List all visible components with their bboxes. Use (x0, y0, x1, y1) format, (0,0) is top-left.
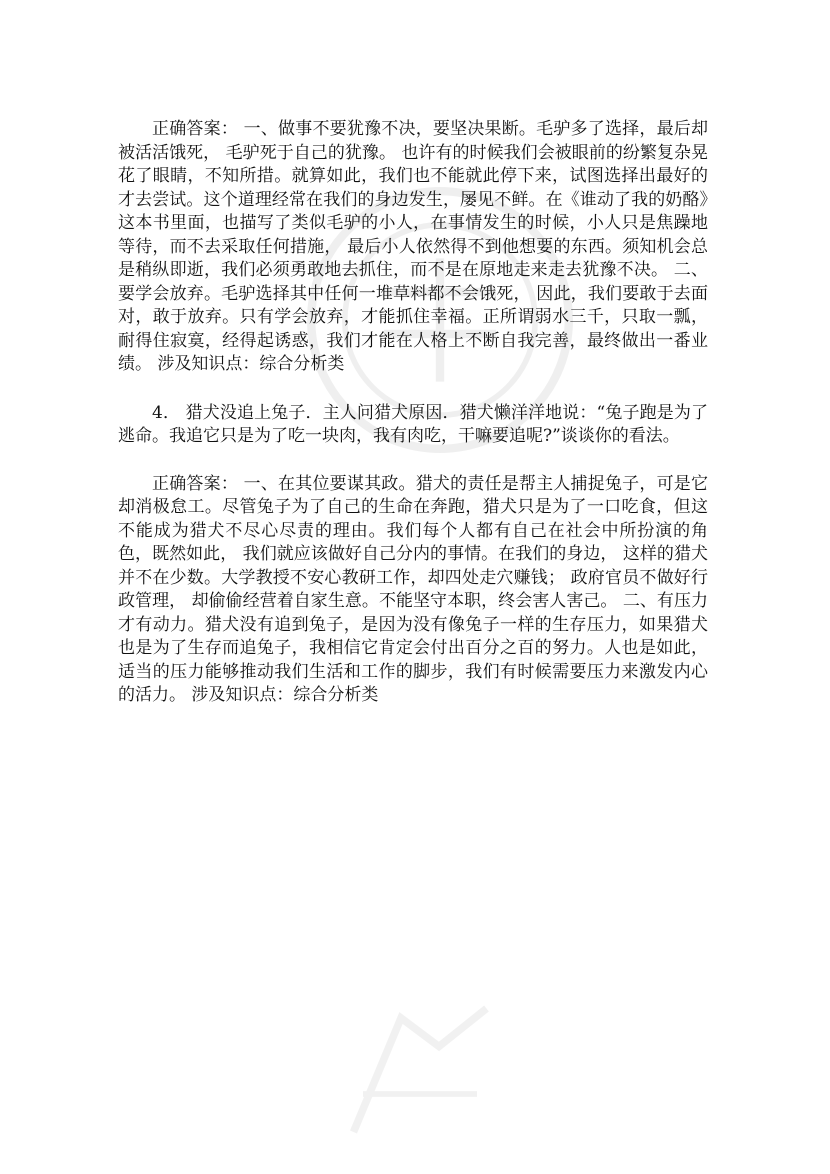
answer-paragraph: 正确答案： 一、在其位要谋其政。猎犬的责任是帮主人捕捉兔子，可是它却消极怠工。尽管兔子为了自己的生命在奔跑，猎犬只是为了一口吃食，但这不能成为猎犬不尽心尽责的理由。我们每个人都有自己在社会中所扮演的角色，既然如此， 我们就应该做好自己分内的事情。在我们的身边， 这样的猎犬并不在少数。大学教授不安心教研工作，却四处走穴赚钱； 政府官员不做好行政管理， 却偷偷经营着自家生意。不能坚守本职，终会害人害己。 二、有压力才有动力。猎犬没有追到兔子，是因为没有像兔子一样的生存压力，如果猎犬也是为了生存而追兔子，我相信它肯定会付出百分之百的努力。人也是如此， 适当的压力能够推动我们生活和工作的脚步，我们有时候需要压力来激发内心的活力。 涉及知识点：综合分析类 (118, 473, 714, 705)
question-paragraph: 4． 猎犬没追上兔子．主人问猎犬原因．猎犬懒洋洋地说：“兔子跑是为了逃命。我追它只是为了吃一块肉，我有肉吃，干嘛要追呢?”谈谈你的看法。 (118, 402, 708, 446)
answer-paragraph: 正确答案： 一、做事不要犹豫不决，要坚决果断。毛驴多了选择，最后却被活活饿死， 毛驴死于自己的犹豫。 也许有的时候我们会被眼前的纷繁复杂晃花了眼睛，不知所措。就算如此，我们也不能就此停下来，试图选择出最好的才去尝试。这个道理经常在我们的身边发生，屡见不鲜。在《谁动了我的奶酪》这本书里面，也描写了类似毛驴的小人，在事情发生的时候，小人只是焦躁地等待，而不去采取任何措施， 最后小人依然得不到他想要的东西。须知机会总是稍纵即逝，我们必须勇敢地去抓住，而不是在原地走来走去犹豫不决。 二、要学会放弃。毛驴选择其中任何一堆草料都不会饿死， 因此，我们要敢于去面对，敢于放弃。只有学会放弃，才能抓住幸福。正所谓弱水三千，只取一瓢，耐得住寂寞，经得起诱惑，我们才能在人格上不断自我完善，最终做出一番业绩。 涉及知识点：综合分析类 (118, 119, 708, 374)
watermark-seal-icon (310, 980, 530, 1170)
document-page (118, 118, 714, 708)
